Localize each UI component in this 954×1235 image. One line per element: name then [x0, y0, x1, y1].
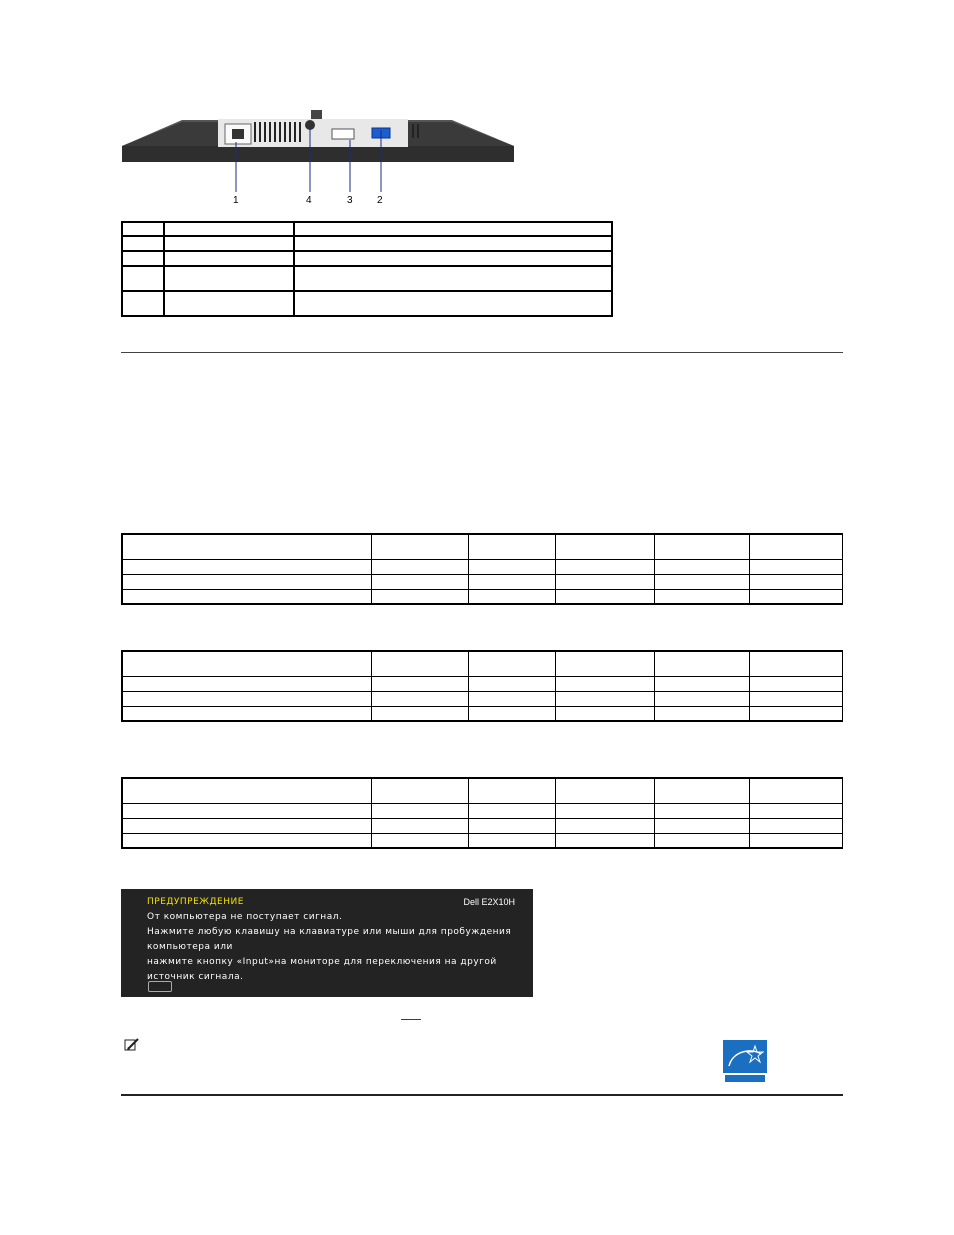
- table-cell: [556, 534, 655, 559]
- table-cell: [750, 833, 843, 848]
- table-cell: [556, 803, 655, 818]
- table-cell: [655, 559, 750, 574]
- table-cell: [122, 589, 372, 604]
- table-cell: [122, 778, 372, 803]
- vga-connector-icon: [148, 981, 172, 992]
- table-row: [122, 676, 843, 691]
- table-cell: [122, 534, 372, 559]
- table-cell: [122, 222, 164, 236]
- table-cell: [122, 574, 372, 589]
- table-row: [122, 534, 843, 559]
- table-cell: [469, 803, 556, 818]
- table-cell: [556, 559, 655, 574]
- table-row: [122, 706, 843, 721]
- table-cell: [122, 291, 164, 316]
- table-cell: [372, 559, 469, 574]
- callout-number: 1: [233, 195, 239, 206]
- table-cell: [294, 291, 612, 316]
- table-cell: [122, 803, 372, 818]
- callout-number: 4: [306, 195, 312, 206]
- table-cell: [122, 691, 372, 706]
- table-cell: [556, 818, 655, 833]
- osd-model-name: Dell E2X10H: [463, 897, 515, 907]
- table-row: [122, 236, 612, 251]
- table-cell: [750, 778, 843, 803]
- table-row: [122, 833, 843, 848]
- table-cell: [372, 589, 469, 604]
- table-cell: [122, 236, 164, 251]
- table-cell: [469, 589, 556, 604]
- table-cell: [294, 251, 612, 266]
- table-row: [122, 803, 843, 818]
- table-cell: [122, 706, 372, 721]
- table-cell: [122, 559, 372, 574]
- table-row: [122, 818, 843, 833]
- table-cell: [164, 291, 294, 316]
- table-cell: [469, 706, 556, 721]
- table-cell: [750, 534, 843, 559]
- table-cell: [372, 778, 469, 803]
- table-cell: [164, 266, 294, 291]
- table-cell: [655, 778, 750, 803]
- osd-no-signal-message: [121, 889, 533, 997]
- table-cell: [655, 651, 750, 676]
- table-row: [122, 222, 612, 236]
- table-cell: [469, 676, 556, 691]
- table-cell: [122, 266, 164, 291]
- table-cell: [750, 574, 843, 589]
- table-cell: [655, 706, 750, 721]
- table-cell: [372, 574, 469, 589]
- table-cell: [469, 651, 556, 676]
- table-cell: [372, 706, 469, 721]
- osd-line: компьютера или: [147, 942, 233, 952]
- table-cell: [655, 833, 750, 848]
- callout-number: 2: [377, 195, 383, 206]
- table-cell: [122, 833, 372, 848]
- table-cell: [556, 574, 655, 589]
- table-cell: [164, 222, 294, 236]
- table-row: [122, 574, 843, 589]
- table-row: [122, 266, 612, 291]
- mode-table-3: [121, 777, 843, 849]
- table-cell: [655, 691, 750, 706]
- table-cell: [469, 833, 556, 848]
- table-cell: [372, 818, 469, 833]
- table-cell: [750, 676, 843, 691]
- table-cell: [655, 574, 750, 589]
- table-cell: [122, 818, 372, 833]
- note-pencil-icon: [124, 1037, 140, 1053]
- mode-table-2: [121, 650, 843, 722]
- table-cell: [655, 589, 750, 604]
- energy-star-logo: [723, 1040, 767, 1084]
- table-cell: [750, 706, 843, 721]
- osd-line: От компьютера не поступает сигнал.: [147, 912, 343, 922]
- table-cell: [469, 559, 556, 574]
- footer-divider: [121, 1094, 843, 1096]
- table-cell: [122, 676, 372, 691]
- table-row: [122, 651, 843, 676]
- table-cell: [122, 251, 164, 266]
- table-cell: [750, 589, 843, 604]
- table-row: [122, 559, 843, 574]
- callout-number: 3: [347, 195, 353, 206]
- table-cell: [122, 651, 372, 676]
- mode-table-1: [121, 533, 843, 605]
- table-cell: [469, 818, 556, 833]
- table-row: [122, 291, 612, 316]
- table-row: [122, 691, 843, 706]
- table-cell: [655, 818, 750, 833]
- table-cell: [469, 778, 556, 803]
- section-divider: [121, 352, 843, 353]
- reference-link[interactable]: [401, 1007, 421, 1020]
- osd-warning-title: ПРЕДУПРЕЖДЕНИЕ: [147, 897, 244, 907]
- table-cell: [655, 534, 750, 559]
- table-cell: [469, 534, 556, 559]
- table-cell: [556, 691, 655, 706]
- table-cell: [294, 222, 612, 236]
- table-cell: [556, 589, 655, 604]
- table-cell: [556, 833, 655, 848]
- table-cell: [655, 676, 750, 691]
- table-cell: [372, 651, 469, 676]
- osd-line: источник сигнала.: [147, 972, 244, 982]
- osd-line: нажмите кнопку «Input»на мониторе для переключения на другой: [147, 957, 497, 967]
- callout-leaders: [122, 120, 514, 196]
- table-row: [122, 589, 843, 604]
- table-row: [122, 251, 612, 266]
- table-cell: [372, 676, 469, 691]
- table-cell: [469, 691, 556, 706]
- table-cell: [750, 651, 843, 676]
- table-cell: [294, 236, 612, 251]
- osd-line: Нажмите любую клавишу на клавиатуре или мыши для пробуждения: [147, 927, 512, 937]
- connector-table: [121, 221, 613, 317]
- table-cell: [750, 559, 843, 574]
- table-cell: [372, 691, 469, 706]
- table-cell: [655, 803, 750, 818]
- table-cell: [556, 651, 655, 676]
- table-cell: [556, 676, 655, 691]
- table-cell: [164, 251, 294, 266]
- table-cell: [750, 691, 843, 706]
- table-cell: [469, 574, 556, 589]
- table-cell: [750, 803, 843, 818]
- table-row: [122, 778, 843, 803]
- table-cell: [372, 833, 469, 848]
- table-cell: [750, 818, 843, 833]
- table-cell: [556, 706, 655, 721]
- table-cell: [294, 266, 612, 291]
- table-cell: [164, 236, 294, 251]
- table-cell: [556, 778, 655, 803]
- table-cell: [372, 803, 469, 818]
- table-cell: [372, 534, 469, 559]
